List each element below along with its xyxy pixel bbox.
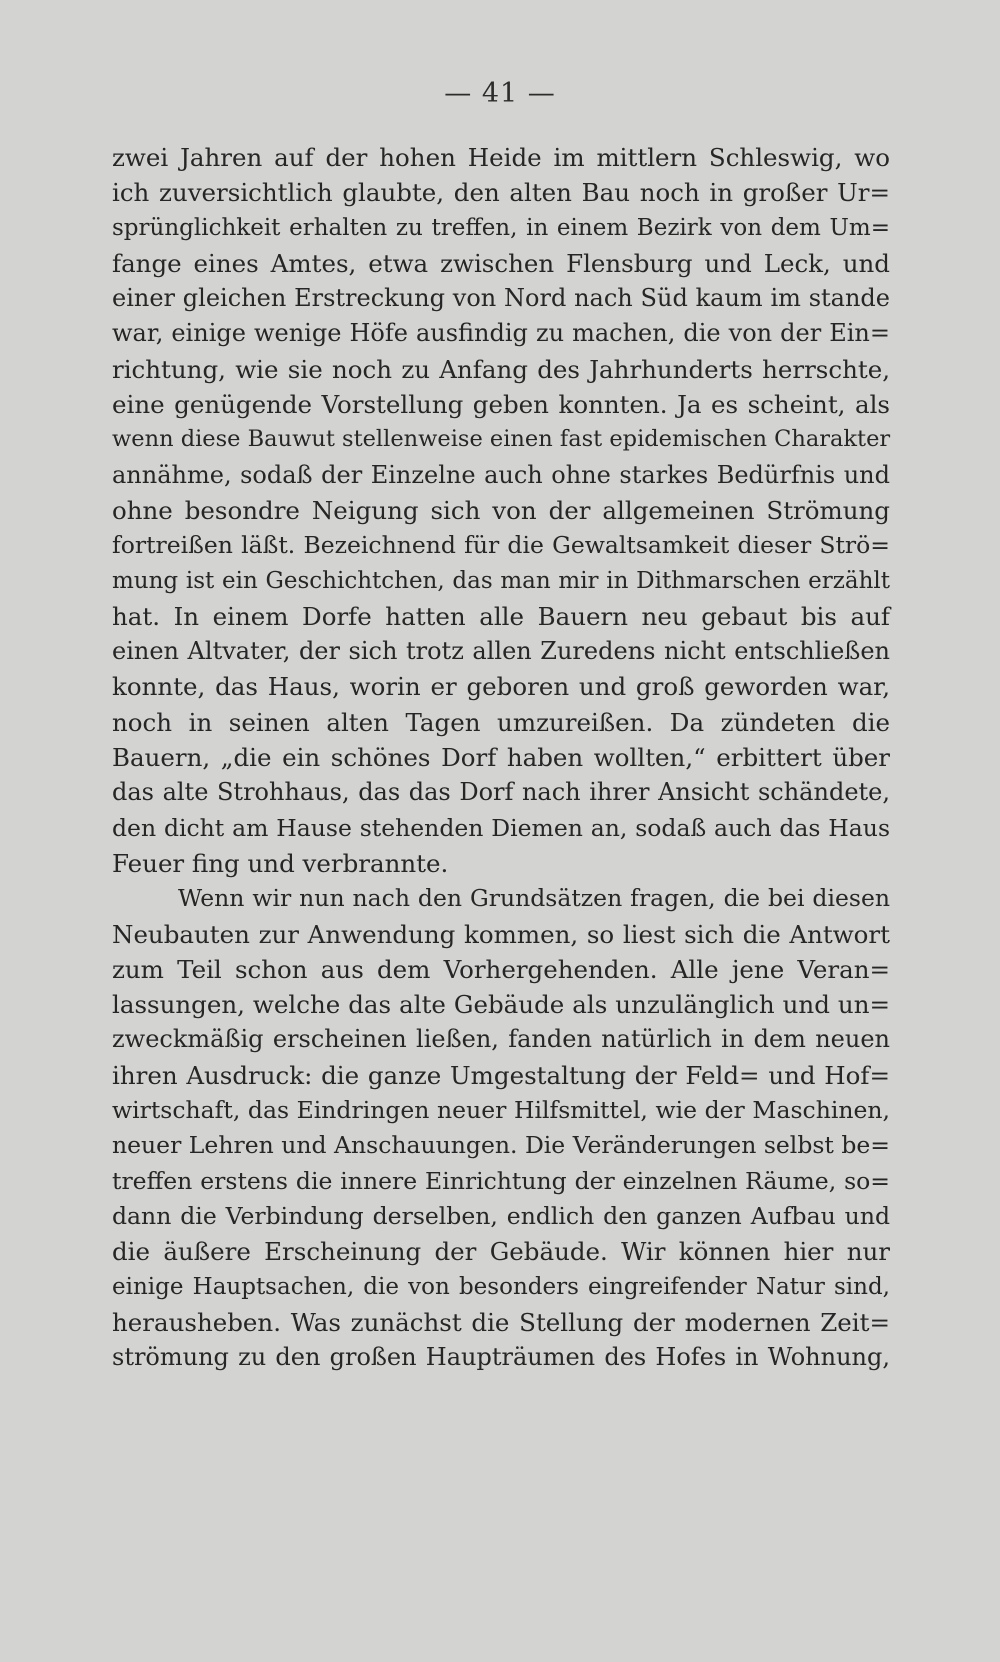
text-line: treffen erstens die innere Einrichtung der einzelnen Räume, so= <box>112 1166 890 1195</box>
text-line: einen Altvater, der sich trotz allen Zuredens nicht entschließen <box>112 637 890 666</box>
text-line: noch in seinen alten Tagen umzureißen. Da zündeten die <box>112 707 890 737</box>
text-line: eine genügende Vorstellung geben konnten. Ja es scheint, als <box>112 390 890 420</box>
text-line: einer gleichen Erstreckung von Nord nach Süd kaum im stande <box>112 284 890 313</box>
body-text <box>112 140 890 1375</box>
text-line: wenn diese Bauwut stellenweise einen fast epidemischen Charakter <box>112 426 891 453</box>
text-line: ich zuversichtlich glaubte, den alten Bau noch in großer Ur= <box>112 178 890 208</box>
text-line: konnte, das Haus, worin er geboren und groß geworden war, <box>112 672 890 702</box>
text-line: zweckmäßig erscheinen ließen, fanden natürlich in dem neuen <box>112 1025 890 1054</box>
text-line: die äußere Erscheinung der Gebäude. Wir können hier nur <box>112 1237 890 1267</box>
text-line: Bauern, „die ein schönes Dorf haben wollten,“ erbittert über <box>112 743 890 773</box>
text-line: einige Hauptsachen, die von besonders eingreifender Natur sind, <box>112 1273 890 1300</box>
text-line: ohne besondre Neigung sich von der allgemeinen Strömung <box>112 495 890 525</box>
text-line: fortreißen läßt. Bezeichnend für die Gewaltsamkeit dieser Strö= <box>112 531 890 560</box>
text-line: strömung zu den großen Haupträumen des Hofes in Wohnung, <box>112 1343 890 1372</box>
page-number: — 41 — <box>444 78 556 109</box>
text-line: das alte Strohhaus, das das Dorf nach ihrer Ansicht schändete, <box>112 778 890 807</box>
text-line: war, einige wenige Höfe ausfindig zu machen, die von der Ein= <box>112 319 890 348</box>
text-line: herausheben. Was zunächst die Stellung der modernen Zeit= <box>112 1307 890 1337</box>
text-line: dann die Verbindung derselben, endlich den ganzen Aufbau und <box>112 1201 890 1230</box>
text-line: mung ist ein Geschichtchen, das man mir in Dithmarschen erzählt <box>112 567 890 594</box>
text-line: wirtschaft, das Eindringen neuer Hilfsmittel, wie der Maschinen, <box>112 1096 890 1125</box>
text-line: annähme, sodaß der Einzelne auch ohne starkes Bedürfnis und <box>112 460 890 489</box>
text-line: fange eines Amtes, etwa zwischen Flensburg und Leck, und <box>112 248 890 278</box>
text-line: sprünglichkeit erhalten zu treffen, in einem Bezirk von dem Um= <box>112 214 890 241</box>
text-line: den dicht am Hause stehenden Diemen an, sodaß auch das Haus <box>112 813 890 842</box>
text-line: Wenn wir nun nach den Grundsätzen fragen, die bei diesen <box>178 884 890 913</box>
text-line: hat. In einem Dorfe hatten alle Bauern neu gebaut bis auf <box>112 601 890 631</box>
text-line: Neubauten zur Anwendung kommen, so liest sich die Antwort <box>112 919 890 949</box>
text-line: Feuer fing und verbrannte. <box>112 848 449 878</box>
text-line: lassungen, welche das alte Gebäude als unzulänglich und un= <box>112 990 890 1020</box>
text-line: neuer Lehren und Anschauungen. Die Veränderungen selbst be= <box>112 1131 890 1160</box>
text-line: zum Teil schon aus dem Vorhergehenden. Alle jene Veran= <box>112 954 890 984</box>
text-line: richtung, wie sie noch zu Anfang des Jahrhunderts herrschte, <box>112 354 890 384</box>
text-line: ihren Ausdruck: die ganze Umgestaltung der Feld= und Hof= <box>112 1060 890 1090</box>
text-line: zwei Jahren auf der hohen Heide im mittlern Schleswig, wo <box>112 143 890 172</box>
